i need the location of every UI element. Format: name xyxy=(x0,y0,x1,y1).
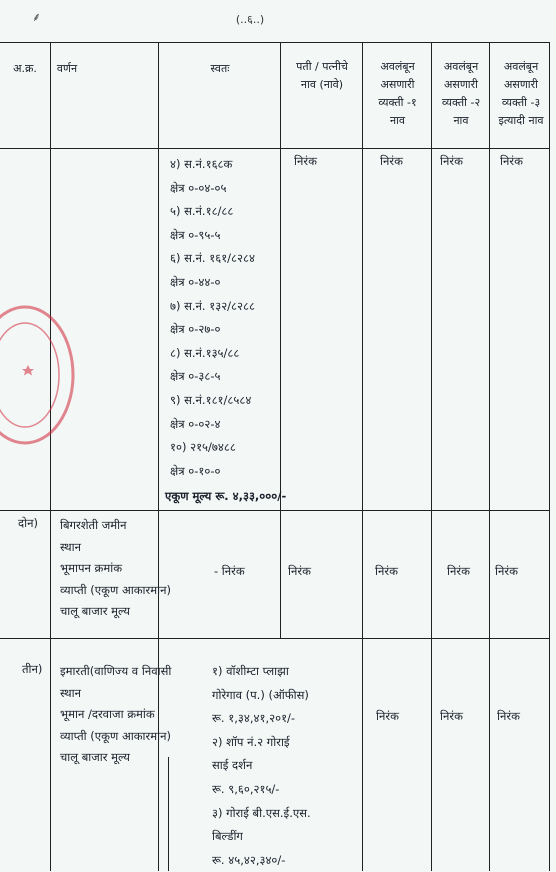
building-entry: ३) गोराई बी.एस.ई.एस. xyxy=(212,805,311,820)
land-entry: क्षेत्र ०-२७-० xyxy=(170,322,221,337)
col-divider-3 xyxy=(280,42,281,638)
section1-self-list xyxy=(170,153,255,483)
col-divider-4 xyxy=(362,42,363,871)
col-divider-3b xyxy=(168,757,169,871)
section3-description: इमारती(वाणिज्य व निवासी स्थान भूमान /दरवाजा क्रमांक व्याप्ती (एकूण आकारमान) चालू बाजार मूल्य xyxy=(60,664,172,764)
section2-description: बिगरशेती जमीन स्थान भूमापन क्रमांक व्याप्ती (एकूण आकारमान) चालू बाजार मूल्य xyxy=(60,518,171,618)
section1-total: एकूण मूल्य रू. ४,३३,०००/- xyxy=(165,489,287,503)
page-number: (..६..) xyxy=(235,13,265,26)
table-top-border xyxy=(0,42,550,43)
building-entry: रू. ४५,४२,३४०/- xyxy=(212,852,286,867)
header-self: स्वतः xyxy=(210,62,230,75)
section1-dependent-3: निरंक xyxy=(500,154,523,168)
header-dependent-1: अवलंबून असणारी व्यक्ती -१ नाव xyxy=(378,60,417,127)
section2-dependent-3: निरंक xyxy=(495,564,518,578)
header-dependent-3: अवलंबून असणारी व्यक्ती -३ इत्यादी नाव xyxy=(498,60,544,127)
building-entry: रू. ९,६०,२१५/- xyxy=(212,781,280,796)
col-divider-7 xyxy=(549,42,550,871)
section2-dependent-2: निरंक xyxy=(447,564,470,578)
section2-dependent-1: निरंक xyxy=(375,564,398,578)
building-entry: गोरेगाव (प.) (ऑफीस) xyxy=(212,687,309,702)
land-entry: ८) स.नं.१३५/८८ xyxy=(170,345,240,360)
header-dependent-2: अवलंबून असणारी व्यक्ती -२ नाव xyxy=(441,60,481,127)
corner-mark: ⸙ xyxy=(32,10,42,24)
col-divider-5 xyxy=(431,42,432,871)
land-entry: १०) २१५/७४८८ xyxy=(170,440,236,455)
land-entry: ७) स.नं. १३२/८२८८ xyxy=(170,298,255,313)
building-entry: साई दर्शन xyxy=(212,758,253,773)
section3-sr: तीन) xyxy=(22,662,43,676)
col-divider-6 xyxy=(489,42,490,871)
land-entry: ४) स.नं.१६८क xyxy=(170,157,233,171)
section3-self-list xyxy=(212,660,311,872)
land-entry: क्षेत्र ०-०२-४ xyxy=(170,416,221,431)
section1-dependent-2: निरंक xyxy=(440,154,463,168)
building-entry: बिल्डींग xyxy=(212,829,243,844)
notary-stamp-icon xyxy=(0,300,80,450)
section1-dependent-1: निरंक xyxy=(380,154,403,168)
land-entry: क्षेत्र ०-३८-५ xyxy=(170,369,221,384)
land-entry: क्षेत्र ०-९५-५ xyxy=(170,227,221,242)
header-description: वर्णन xyxy=(56,62,78,75)
row1-bottom-border xyxy=(0,510,550,511)
building-entry: रू. १,३४,४१,२०१/- xyxy=(212,711,296,726)
header-bottom-border xyxy=(0,148,550,149)
section3-dependent-2: निरंक xyxy=(440,709,463,723)
land-entry: ५) स.नं.१८/८८ xyxy=(170,204,234,219)
section1-spouse: निरंक xyxy=(294,154,317,168)
header-spouse: पती / पत्नीचे नाव (नावे) xyxy=(296,60,348,91)
land-entry: क्षेत्र ०-१०-० xyxy=(170,463,221,478)
header-sr: अ.क्र. xyxy=(13,62,37,75)
section2-spouse: निरंक xyxy=(288,564,311,578)
land-entry: क्षेत्र ०-०४-०५ xyxy=(170,180,227,195)
land-entry: ६) स.नं. १६१/८२८४ xyxy=(170,251,255,266)
section3-dependent-3: निरंक xyxy=(497,709,520,723)
land-entry: क्षेत्र ०-४४-० xyxy=(170,274,221,289)
section3-dependent-1: निरंक xyxy=(376,709,399,723)
row2-bottom-border xyxy=(0,638,550,639)
land-entry: ९) स.नं.१८१/८५८४ xyxy=(170,392,252,407)
building-entry: २) शॉप नं.२ गोराई xyxy=(212,734,290,749)
building-entry: १) वॉशीम्टा प्लाझा xyxy=(212,664,289,678)
col-divider-1 xyxy=(50,42,51,871)
section2-self: - निरंक xyxy=(214,564,245,578)
section2-sr: दोन) xyxy=(18,516,38,530)
